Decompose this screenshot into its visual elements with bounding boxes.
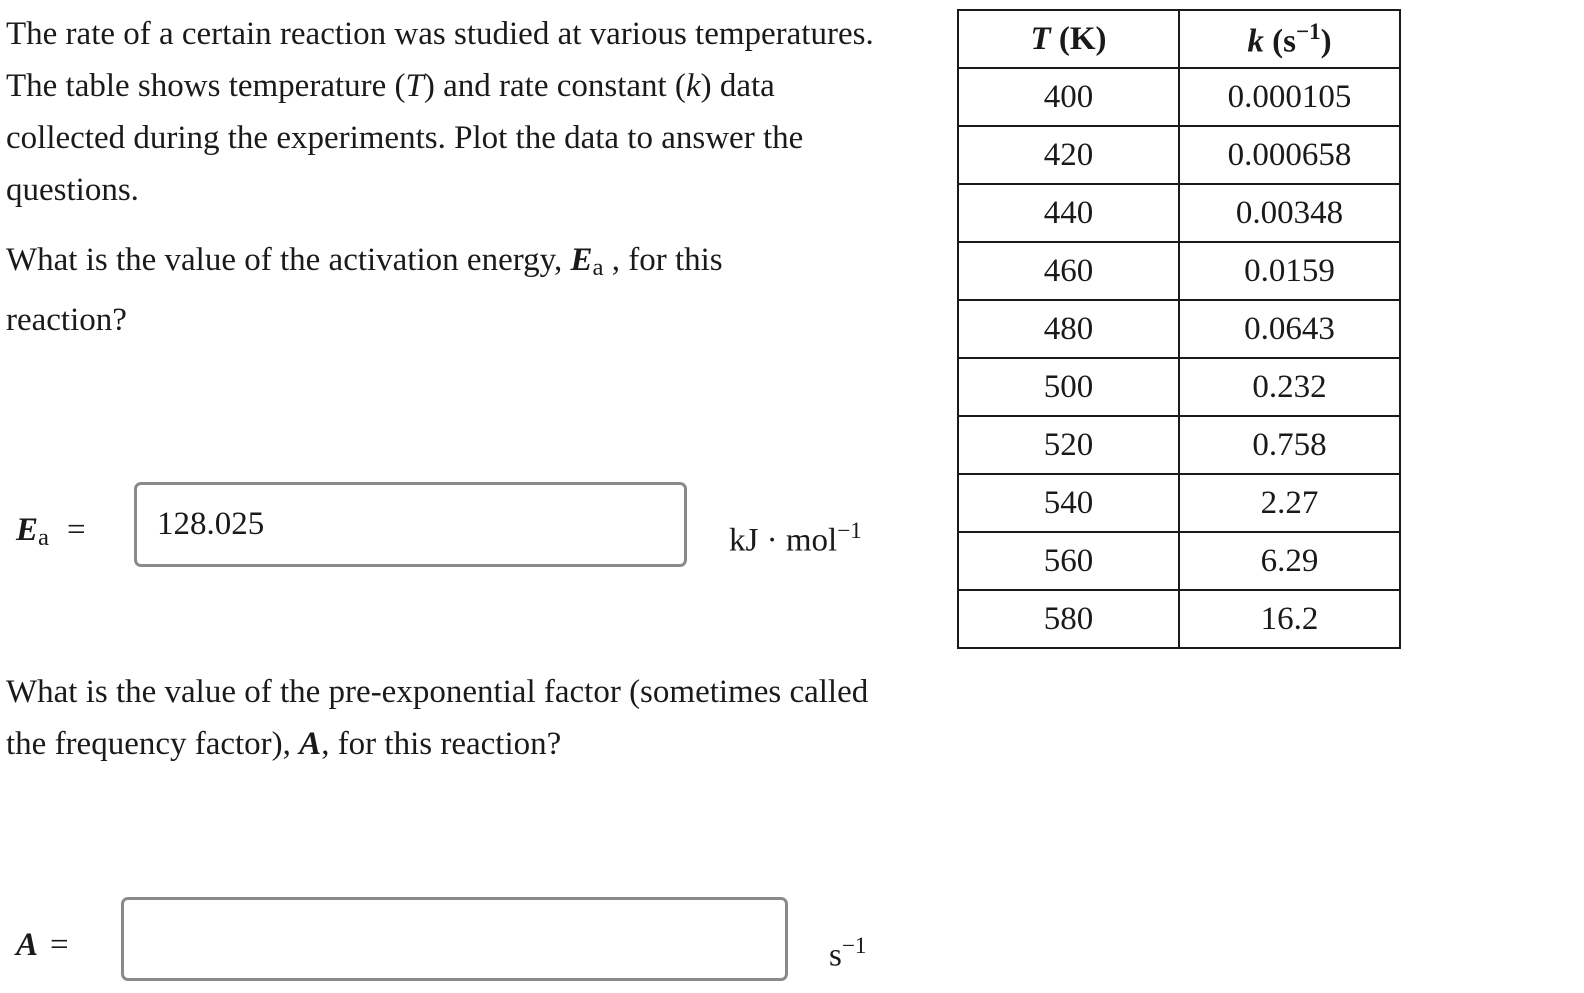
header-k-close: ) bbox=[1320, 23, 1332, 60]
problem-intro bbox=[6, 8, 886, 216]
table-row bbox=[958, 68, 1400, 126]
ea-unit-text: kJ · mol bbox=[729, 522, 838, 559]
cell-rate-constant: 2.27 bbox=[1179, 474, 1400, 532]
ea-label-subscript: a bbox=[38, 523, 50, 551]
header-k-symbol: k bbox=[1247, 23, 1264, 60]
q1-text-2: , for this reaction? bbox=[6, 242, 723, 338]
table-row bbox=[958, 300, 1400, 358]
q1-ea-symbol: E bbox=[570, 242, 593, 278]
cell-rate-constant: 16.2 bbox=[1179, 590, 1400, 648]
cell-temperature: 420 bbox=[958, 126, 1179, 184]
q1-text-1: What is the value of the activation energy, bbox=[6, 242, 571, 278]
q2-text-2: , for this reaction? bbox=[321, 726, 562, 762]
intro-text-2: ) and rate constant ( bbox=[423, 68, 686, 104]
cell-temperature: 480 bbox=[958, 300, 1179, 358]
table-row bbox=[958, 242, 1400, 300]
table-row bbox=[958, 184, 1400, 242]
header-rate-constant bbox=[1179, 10, 1400, 68]
cell-temperature: 520 bbox=[958, 416, 1179, 474]
a-unit bbox=[829, 925, 866, 976]
header-t-symbol: T bbox=[1030, 20, 1051, 57]
table-header-row bbox=[958, 10, 1400, 68]
cell-rate-constant: 0.0159 bbox=[1179, 242, 1400, 300]
ea-unit bbox=[729, 510, 862, 561]
cell-temperature: 460 bbox=[958, 242, 1179, 300]
cell-temperature: 500 bbox=[958, 358, 1179, 416]
cell-rate-constant: 0.00348 bbox=[1179, 184, 1400, 242]
cell-temperature: 560 bbox=[958, 532, 1179, 590]
table-row bbox=[958, 532, 1400, 590]
intro-text-1: The rate of a certain reaction was studied at various temperatures. The table shows temperature ( bbox=[6, 16, 874, 104]
cell-temperature: 440 bbox=[958, 184, 1179, 242]
cell-rate-constant: 6.29 bbox=[1179, 532, 1400, 590]
header-t-unit: (K) bbox=[1050, 20, 1107, 57]
table-row bbox=[958, 474, 1400, 532]
header-k-sup: −1 bbox=[1295, 17, 1321, 44]
intro-text-3: ) data collected during the experiments. Plot the data to answer the questions. bbox=[6, 68, 804, 208]
q2-a-symbol: A bbox=[299, 726, 322, 762]
a-unit-sup: −1 bbox=[841, 932, 867, 958]
cell-rate-constant: 0.000105 bbox=[1179, 68, 1400, 126]
table-row bbox=[958, 126, 1400, 184]
a-label-symbol: A bbox=[16, 927, 39, 963]
a-equals: = bbox=[50, 927, 69, 963]
question-activation-energy bbox=[6, 234, 766, 346]
q2-text-1: What is the value of the pre-exponential factor (sometimes called the frequency factor), bbox=[6, 674, 869, 762]
a-label bbox=[16, 925, 69, 965]
rate-constant-symbol: k bbox=[685, 68, 701, 104]
q1-ea-subscript: a bbox=[592, 253, 604, 281]
temperature-symbol: T bbox=[405, 68, 424, 104]
ea-answer-input[interactable] bbox=[134, 482, 687, 567]
a-unit-text: s bbox=[829, 937, 842, 974]
question-pre-exponential bbox=[6, 666, 886, 770]
cell-temperature: 540 bbox=[958, 474, 1179, 532]
ea-label bbox=[16, 510, 86, 558]
ea-unit-sup: −1 bbox=[837, 517, 862, 543]
cell-rate-constant: 0.000658 bbox=[1179, 126, 1400, 184]
table-row bbox=[958, 590, 1400, 648]
cell-temperature: 400 bbox=[958, 68, 1179, 126]
a-answer-input[interactable] bbox=[121, 897, 788, 981]
cell-rate-constant: 0.232 bbox=[1179, 358, 1400, 416]
header-temperature bbox=[958, 10, 1179, 68]
table-row bbox=[958, 416, 1400, 474]
cell-rate-constant: 0.758 bbox=[1179, 416, 1400, 474]
cell-rate-constant: 0.0643 bbox=[1179, 300, 1400, 358]
header-k-open: (s bbox=[1263, 23, 1296, 60]
rate-data-table bbox=[957, 9, 1401, 649]
table-row bbox=[958, 358, 1400, 416]
ea-label-symbol: E bbox=[16, 512, 39, 548]
cell-temperature: 580 bbox=[958, 590, 1179, 648]
ea-equals: = bbox=[67, 512, 86, 548]
